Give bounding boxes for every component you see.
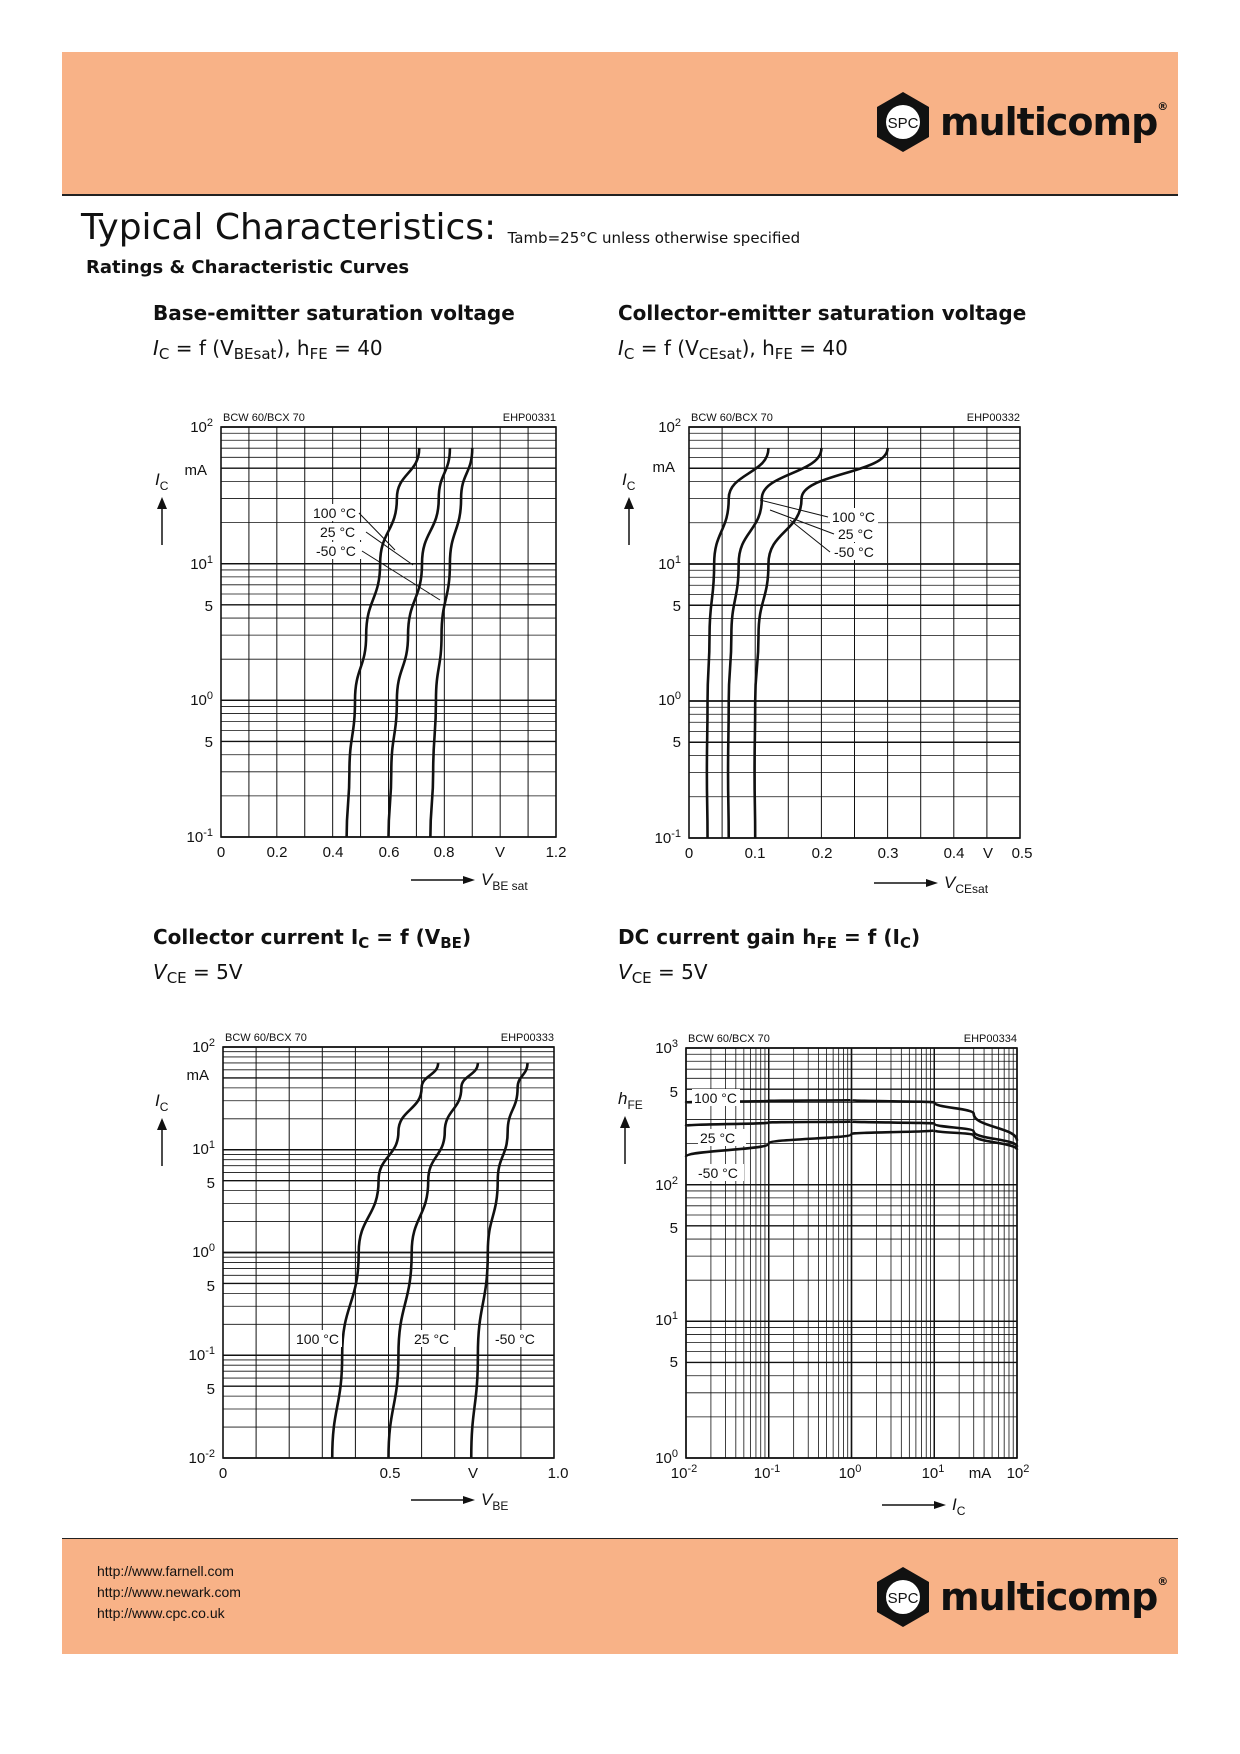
chart1-y-axis-label: $I_C$ [155, 470, 169, 493]
chart3-series-line [389, 1063, 478, 1458]
spc-hexagon-icon [874, 1565, 932, 1629]
chart3-y-axis-label: $I_C$ [155, 1091, 169, 1114]
chart3-xtick-label: 0.5 [379, 1465, 401, 1482]
chart4-xtick-label: $10^{-1}$ [753, 1463, 781, 1482]
chart4-ytick-label: $10^3$ [655, 1038, 678, 1057]
chart1-xtick-label: 0 [216, 844, 226, 861]
chart4-xtick-label: $10^1$ [921, 1463, 945, 1482]
chart4-x-axis-label: $I_C$ [952, 1495, 966, 1518]
chart4-series-label: 25 °C [700, 1130, 736, 1146]
chart3-series-label: -50 °C [495, 1331, 535, 1347]
chart1-series-label: -50 °C [316, 543, 356, 559]
chart3-series-line [332, 1063, 438, 1458]
chart1-ytick-label: $10^{-1}$ [186, 827, 213, 846]
section-title: Ratings & Characteristic Curves [86, 257, 410, 278]
chart4-y-axis-label: $h_{FE}$ [618, 1089, 643, 1112]
chart3-ytick-label: $10^2$ [192, 1037, 215, 1056]
chart1-series-leader [362, 551, 440, 600]
footer-band [62, 1538, 1178, 1654]
chart1-xtick-label: 1.2 [545, 844, 567, 861]
chart3-ytick-label: $10^0$ [192, 1242, 215, 1261]
chart2-xtick-label: 0.4 [943, 845, 965, 862]
chart1-code-label: EHP00331 [502, 412, 556, 424]
chart1-xtick-label: V [494, 844, 506, 861]
chart1-x-axis-label: $V_{BE sat}$ [481, 870, 528, 893]
chart2-x-arrow-head [926, 879, 938, 887]
chart3-x-arrow-head [463, 1496, 475, 1504]
chart2-y-unit: mA [652, 459, 675, 476]
chart1-xtick-label: 0.4 [322, 844, 344, 861]
logo-wordmark: multicomp® [940, 100, 1168, 144]
chart3-ytick-label: 5 [206, 1175, 215, 1192]
chart1-series-label: 100 °C [313, 505, 356, 521]
chart3-code-label: EHP00333 [500, 1032, 554, 1044]
logo-badge-text: SPC [887, 115, 919, 132]
chart1-ytick-label: 5 [204, 598, 213, 615]
chart1-series-leader [366, 532, 413, 565]
chart2-xtick-label: V [982, 845, 994, 862]
chart4-title: DC current gain $h_{FE} = f$ $(I_C)$ [618, 925, 921, 952]
chart2-series-label: -50 °C [834, 544, 874, 560]
footer-links [97, 1561, 241, 1624]
chart2-xtick-label: 0.1 [744, 845, 766, 862]
chart1-model-label: BCW 60/BCX 70 [223, 412, 305, 424]
chart3-ytick-label: $10^{-2}$ [188, 1448, 215, 1467]
chart2-series-label: 100 °C [832, 509, 875, 525]
chart3-series-label: 100 °C [296, 1331, 339, 1347]
chart2-series-leader [770, 510, 834, 534]
footer-link-newark[interactable]: http://www.newark.com [97, 1584, 241, 1600]
chart3-xtick-label: V [467, 1465, 479, 1482]
chart2-series-leader [760, 500, 828, 517]
chart1-xtick-label: 0.8 [433, 844, 455, 861]
chart4-series-label: -50 °C [698, 1165, 738, 1181]
chart1-ytick-label: 5 [204, 734, 213, 751]
chart2-xtick-label: 0.5 [1011, 845, 1033, 862]
chart2-ytick-label: 5 [672, 598, 681, 615]
chart2-x-axis-label: $V_{CEsat}$ [944, 873, 989, 896]
chart3-title: Collector current $I_C = f$ $(V_{BE})$ [153, 925, 472, 952]
chart2-xtick-label: 0.2 [811, 845, 833, 862]
chart2-ytick-label: $10^{-1}$ [654, 828, 681, 847]
chart4-ytick-label: 5 [669, 1084, 678, 1101]
chart2-ytick-label: 5 [672, 734, 681, 751]
chart2-code-label: EHP00332 [966, 412, 1020, 424]
chart1-ytick-label: $10^2$ [190, 417, 213, 436]
chart4-ytick-label: 5 [669, 1220, 678, 1237]
page-title-note: Tamb=25°C unless otherwise specified [507, 229, 801, 247]
chart3-ytick-label: 5 [206, 1278, 215, 1295]
chart3-series-label: 25 °C [414, 1331, 450, 1347]
chart1-x-arrow-head [463, 876, 475, 884]
chart3-ytick-label: $10^{-1}$ [188, 1345, 215, 1364]
logo-badge-text: SPC [887, 1590, 919, 1607]
chart4-formula: $V_{CE} = 5V$ [618, 960, 708, 987]
chart3-model-label: BCW 60/BCX 70 [225, 1032, 307, 1044]
chart2-model-label: BCW 60/BCX 70 [691, 412, 773, 424]
chart3-ytick-label: $10^1$ [192, 1139, 215, 1158]
chart3-xtick-label: 0 [218, 1465, 228, 1482]
chart1-formula: $I_C = f$ $(V_{BEsat})$, $h_{FE} = 40$ [153, 336, 383, 363]
page-title: Typical Characteristics: $_{Tamb=25^\circ C unless otherwise specified}$ [81, 207, 801, 248]
chart2-ytick-label: $10^1$ [658, 554, 681, 573]
chart4-ytick-label: $10^0$ [655, 1448, 678, 1467]
chart3-y-unit: mA [186, 1067, 209, 1084]
chart4-code-label: EHP00334 [963, 1033, 1017, 1045]
chart4-xtick-label: $10^{-2}$ [670, 1463, 698, 1482]
chart1-xtick-label: 0.6 [378, 844, 400, 861]
chart4-ytick-label: $10^1$ [655, 1310, 678, 1329]
chart1-series-line [430, 448, 472, 837]
chart1-ytick-label: $10^0$ [190, 690, 213, 709]
chart1-y-arrow-head [157, 497, 167, 509]
chart3-series-line [471, 1063, 527, 1458]
chart3-x-axis-label: $V_{BE}$ [481, 1490, 509, 1513]
logo-wordmark: multicomp® [940, 1575, 1168, 1619]
chart2-ytick-label: $10^2$ [658, 417, 681, 436]
chart2-y-axis-label: $I_C$ [622, 470, 636, 493]
chart2-title: Collector-emitter saturation voltage [618, 301, 1027, 325]
footer-link-cpc[interactable]: http://www.cpc.co.uk [97, 1605, 225, 1621]
chart1-y-unit: mA [184, 462, 207, 479]
chart4-ytick-label: 5 [669, 1354, 678, 1371]
chart3-y-arrow-head [157, 1118, 167, 1130]
chart1-ytick-label: $10^1$ [190, 554, 213, 573]
chart4-ytick-label: $10^2$ [655, 1175, 678, 1194]
chart1-xtick-label: 0.2 [266, 844, 288, 861]
footer-link-farnell[interactable]: http://www.farnell.com [97, 1563, 234, 1579]
chart4-xtick-label: $10^0$ [838, 1463, 862, 1482]
chart4-model-label: BCW 60/BCX 70 [688, 1033, 770, 1045]
multicomp-logo-footer [874, 1565, 1167, 1629]
chart2-xtick-label: 0 [684, 845, 694, 862]
chart3-ytick-label: 5 [206, 1381, 215, 1398]
chart4-y-arrow-head [620, 1116, 630, 1128]
chart4-x-arrow-head [934, 1501, 946, 1509]
chart2-y-arrow-head [624, 497, 634, 509]
chart3-formula: $V_{CE} = 5V$ [153, 960, 243, 987]
chart3-xtick-label: 1.0 [547, 1465, 569, 1482]
chart2-series-label: 25 °C [838, 526, 874, 542]
chart2-formula: $I_C = f$ $(V_{CEsat})$, $h_{FE} = 40$ [618, 336, 848, 363]
chart2-xtick-label: 0.3 [877, 845, 899, 862]
chart4-xtick-label: $10^2$ [1006, 1463, 1030, 1482]
chart1-series-label: 25 °C [320, 524, 356, 540]
chart4-xtick-label: mA [968, 1465, 992, 1482]
chart2-ytick-label: $10^0$ [658, 690, 681, 709]
chart2-series-line [728, 448, 821, 838]
chart1-title: Base-emitter saturation voltage [153, 301, 515, 325]
chart4-series-label: 100 °C [694, 1090, 737, 1106]
